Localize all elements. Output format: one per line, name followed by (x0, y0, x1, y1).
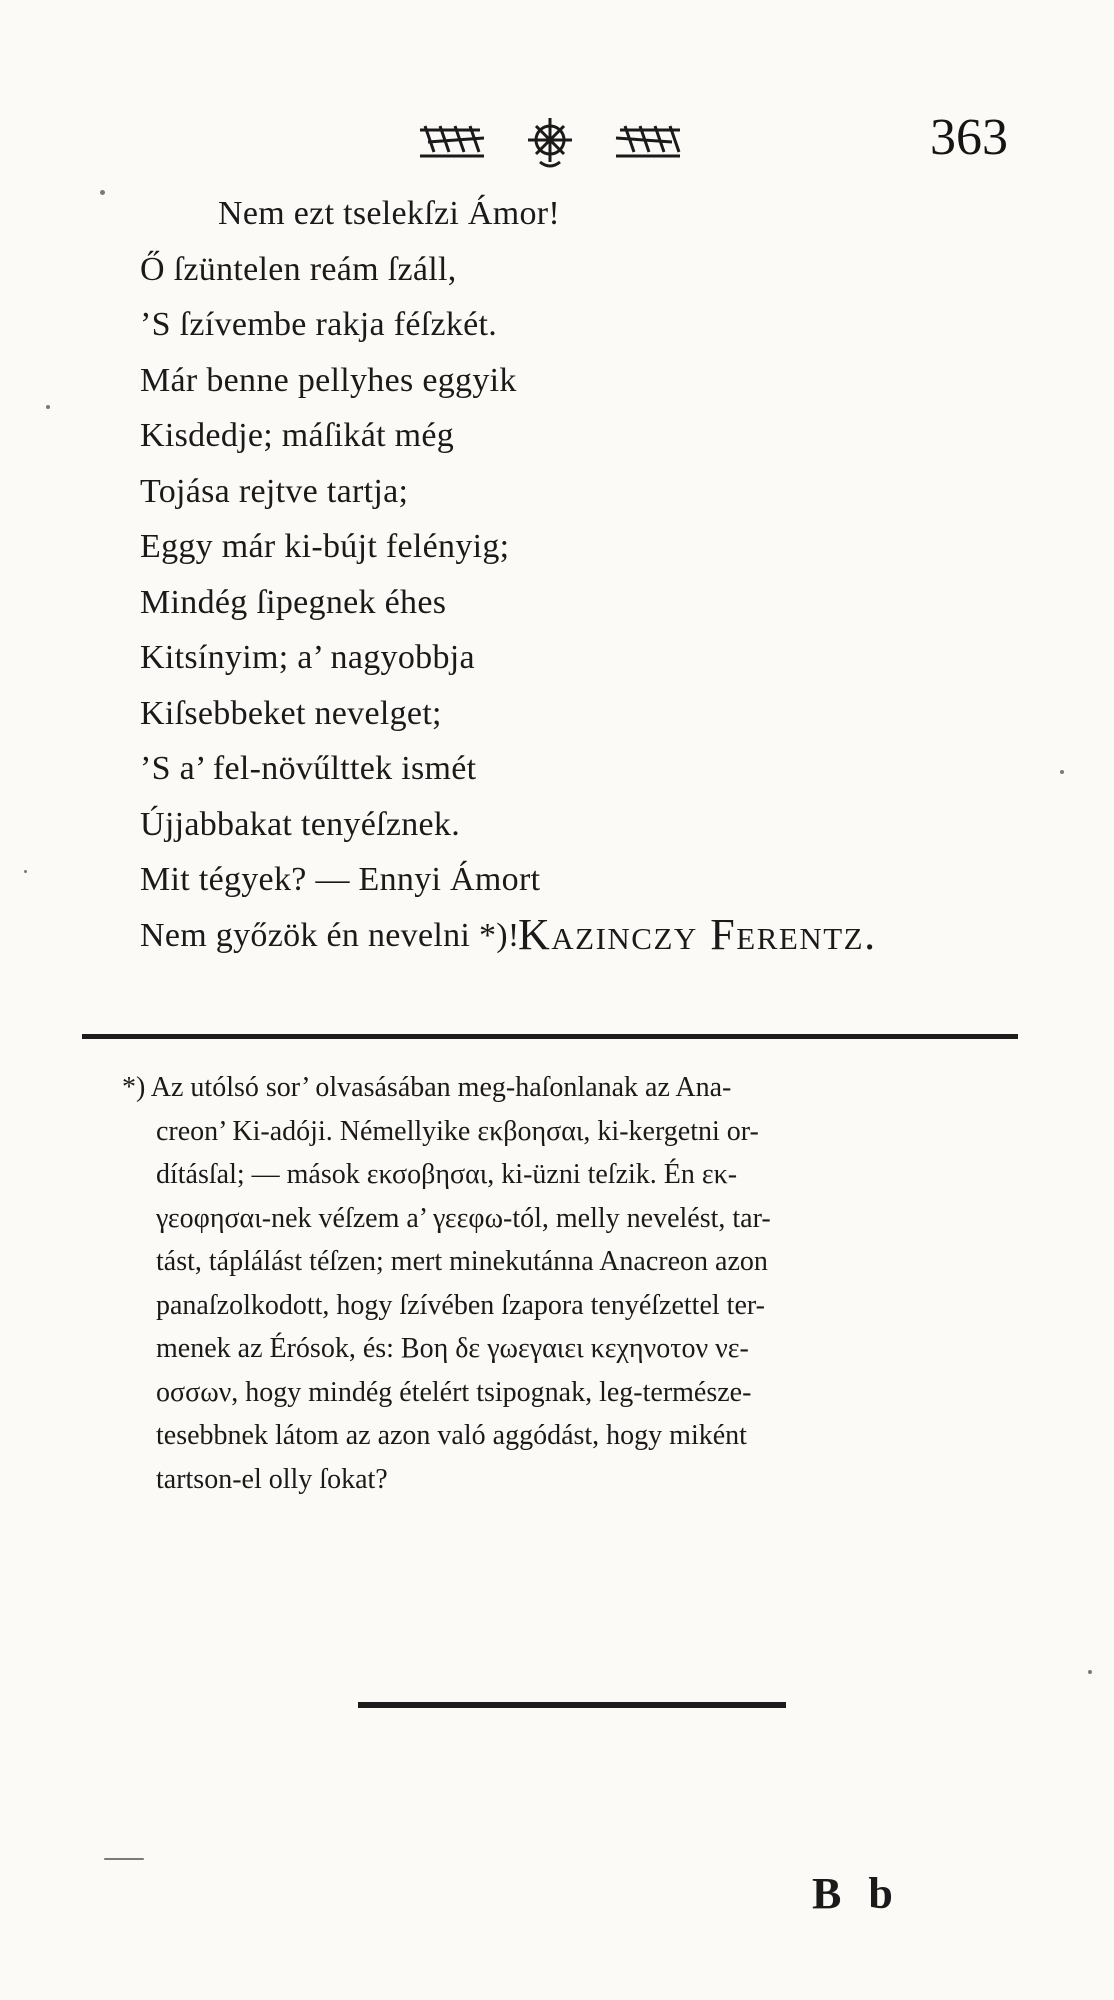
footnote-divider (82, 1034, 1018, 1039)
footnote-line: tást, táplálást téſzen; mert minekutánna Anacreon azon (156, 1246, 768, 1277)
footnote-line: menek az Érósok, és: Βοη δε γωεγαιει κεχηνοτον νε- (156, 1333, 749, 1364)
paper-speck (100, 190, 105, 195)
footnote-line: *) Az utólsó sor’ olvasásában meg-haſonlanak az Ana- (122, 1072, 732, 1103)
page-number: 363 (930, 109, 1008, 166)
poem-line: Már benne pellyhes eggyik (140, 361, 517, 399)
header-ornament-icon (400, 112, 700, 176)
poem-line: Kiſsebbeket nevelget; (140, 694, 442, 732)
poem-line: Kisdedje; máſikát még (140, 417, 455, 454)
paper-speck (1088, 1670, 1092, 1674)
poem-line: Mit tégyek? — Ennyi Ámort (140, 861, 541, 898)
poem-line: Nem ezt tselekſzi Ámor! (218, 195, 561, 232)
footnote-line: panaſzolkodott, hogy ſzívében ſzapora tenyéſzettel ter- (156, 1289, 765, 1321)
footnote (122, 1066, 1030, 1501)
poem-line: Kitsínyim; a’ nagyobbja (140, 639, 475, 676)
paper-speck (46, 405, 50, 409)
footnote-line: γεοφησαι-nek véſzem a’ γεεφω-tól, melly nevelést, tar- (156, 1202, 771, 1234)
paper-speck (104, 1858, 144, 1860)
poem-line: ’S ſzívembe rakja féſzkét. (140, 306, 498, 343)
printer-signature-mark: B b (812, 1869, 901, 1918)
poem-line: ’S a’ fel-növűlttek ismét (140, 750, 477, 787)
footnote-line: tesebbnek látom az azon való aggódást, hogy miként (156, 1420, 747, 1451)
author-name: Kazinczy Ferentz. (518, 910, 877, 959)
footnote-line: οσσων, hogy mindég ételért tsipognak, leg-természe- (156, 1376, 752, 1408)
poem (140, 186, 840, 963)
footnote-line: dításſal; — mások εκσοβησαι, ki-üzni teſzik. Én εκ- (156, 1159, 738, 1190)
poem-line: Nem győzök én nevelni *)! (140, 916, 520, 954)
bottom-divider (358, 1702, 786, 1708)
poem-line: Ő ſzüntelen reám ſzáll, (140, 250, 457, 288)
footnote-line: creon’ Ki-adóji. Némellyike εκβοησαι, ki-kergetni or- (156, 1115, 759, 1147)
poem-line: Mindég ſipegnek éhes (140, 583, 447, 621)
paper-speck (1060, 770, 1064, 774)
paper-speck (24, 870, 27, 873)
footnote-line: tartson-el olly ſokat? (156, 1463, 388, 1495)
poem-line: Tojása rejtve tartja; (140, 472, 409, 510)
poem-line: Újjabbakat tenyéſznek. (140, 805, 461, 843)
poem-line: Eggy már ki-bújt felényig; (140, 528, 510, 565)
